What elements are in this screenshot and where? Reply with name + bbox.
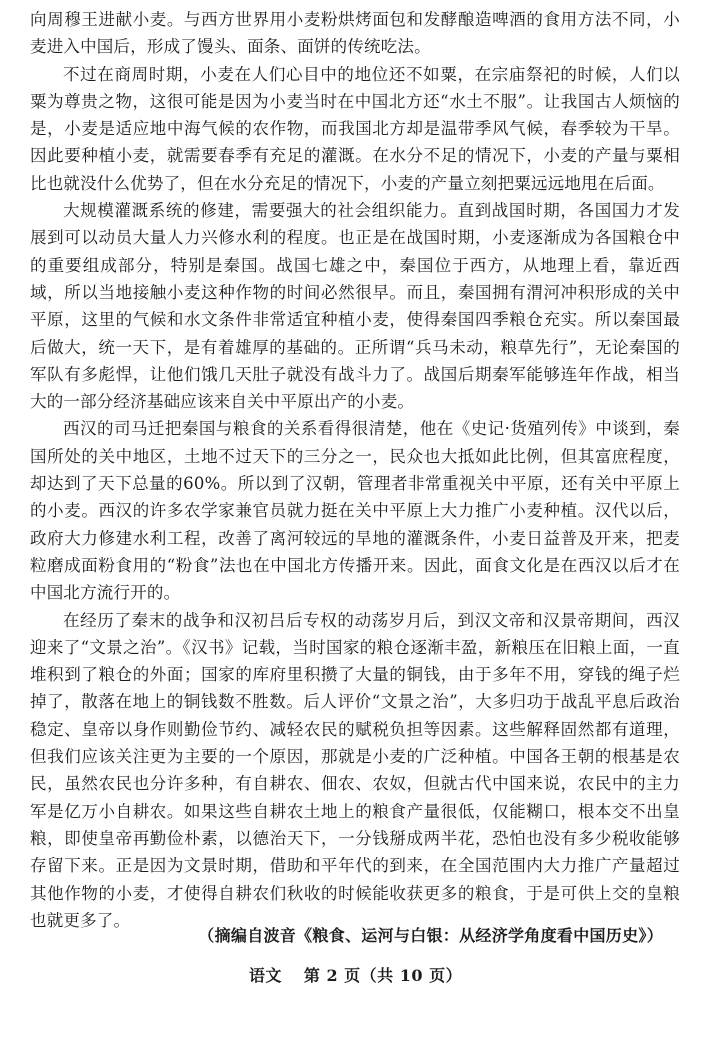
paragraph-4: 西汉的司马迁把秦国与粮食的关系看得很清楚，他在《史记·货殖列传》中谈到，秦国所处的关中地区，土地不过天下的三分之一，民众也大抵如此比例，但其富庶程度，却达到了天下总量的60%。所以到了汉朝，管理者非常重视关中平原，还有关中平原上的小麦。西汉的许多农学家兼官员就力挺在关中平原上大力推广小麦种植。汉代以后，政府大力修建水利工程，改善了离河较远的旱地的灌溉条件，小麦日益普及开来，把麦粒磨成面粉食用的“粉食”法也在中国北方传播开来。因此，面食文化是在西汉以后才在中国北方流行开的。 [30, 419, 680, 603]
paragraph-2: 不过在商周时期，小麦在人们心目中的地位还不如粟，在宗庙祭祀的时候，人们以粟为尊贵之物，这很可能是因为小麦当时在中国北方还“水土不服”。让我国古人烦恼的是，小麦是适应地中海气候的农作物，而我国北方却是温带季风气候，春季较为干旱。因此要种植小麦，就需要春季有充足的灌溉。在水分不足的情况下，小麦的产量与粟相比也就没什么优势了，但在水分充足的情况下，小麦的产量立刻把粟远远地甩在后面。 [30, 64, 680, 193]
page-footer [0, 963, 711, 986]
source-citation: （摘编自波音《粮食、运河与白银：从经济学角度看中国历史》） [198, 926, 663, 945]
paragraph-1: 向周穆王进献小麦。与西方世界用小麦粉烘烤面包和发酵酿造啤酒的食用方法不同，小麦进入中国后，形成了馒头、面条、面饼的传统吃法。 [30, 10, 680, 57]
paragraph-5: 在经历了秦末的战争和汉初吕后专权的动荡岁月后，到汉文帝和汉景帝期间，西汉迎来了“文景之治”。《汉书》记载，当时国家的粮仓逐渐丰盈，新粮压在旧粮上面，一直堆积到了粮仓的外面；国家的库府里积攒了大量的铜钱，由于多年不用，穿钱的绳子烂掉了，散落在地上的铜钱数不胜数。后人评价“文景之治”，大多归功于战乱平息后政治稳定、皇帝以身作则勤俭节约、减轻农民的赋税负担等因素。这些解释固然都有道理，但我们应该关注更为主要的一个原因，那就是小麦的广泛种植。中国各王朝的根基是农民，虽然农民也分许多种，有自耕农、佃农、农奴，但就古代中国来说，农民中的主力军是亿万小自耕农。如果这些自耕农土地上的粮食产量很低，仅能糊口，根本交不出皇粮，即使皇帝再勤俭朴素，以德治天下，一分钱掰成两半花，恐怕也没有多少税收能够存留下来。正是因为文景时期，借助和平年代的到来，在全国范围内大力推广产量超过其他作物的小麦，才使得自耕农们秋收的时候能收获更多的粮食，于是可供上交的皇粮也就更多了。 [30, 610, 680, 930]
paragraph-3: 大规模灌溉系统的修建，需要强大的社会组织能力。直到战国时期，各国国力才发展到可以动员大量人力兴修水利的程度。也正是在战国时期，小麦逐渐成为各国粮仓中的重要组成部分，特别是秦国。战国七雄之中，秦国位于西方，从地理上看，靠近西域，所以当地接触小麦这种作物的时间必然很早。而且，秦国拥有渭河冲积形成的关中平原，这里的气候和水文条件非常适宜种植小麦，使得秦国四季粮仓充实。所以秦国最后做大，统一天下，是有着雄厚的基础的。正所谓“兵马未动，粮草先行”，无论秦国的军队有多彪悍，让他们饿几天肚子就没有战斗力了。战国后期秦军能够连年作战，相当大的一部分经济基础应该来自关中平原出产的小麦。 [30, 201, 680, 412]
footer-page-info: 第 2 页（共 10 页） [303, 966, 463, 985]
article-body [30, 6, 680, 934]
footer-subject: 语文 [248, 966, 282, 985]
